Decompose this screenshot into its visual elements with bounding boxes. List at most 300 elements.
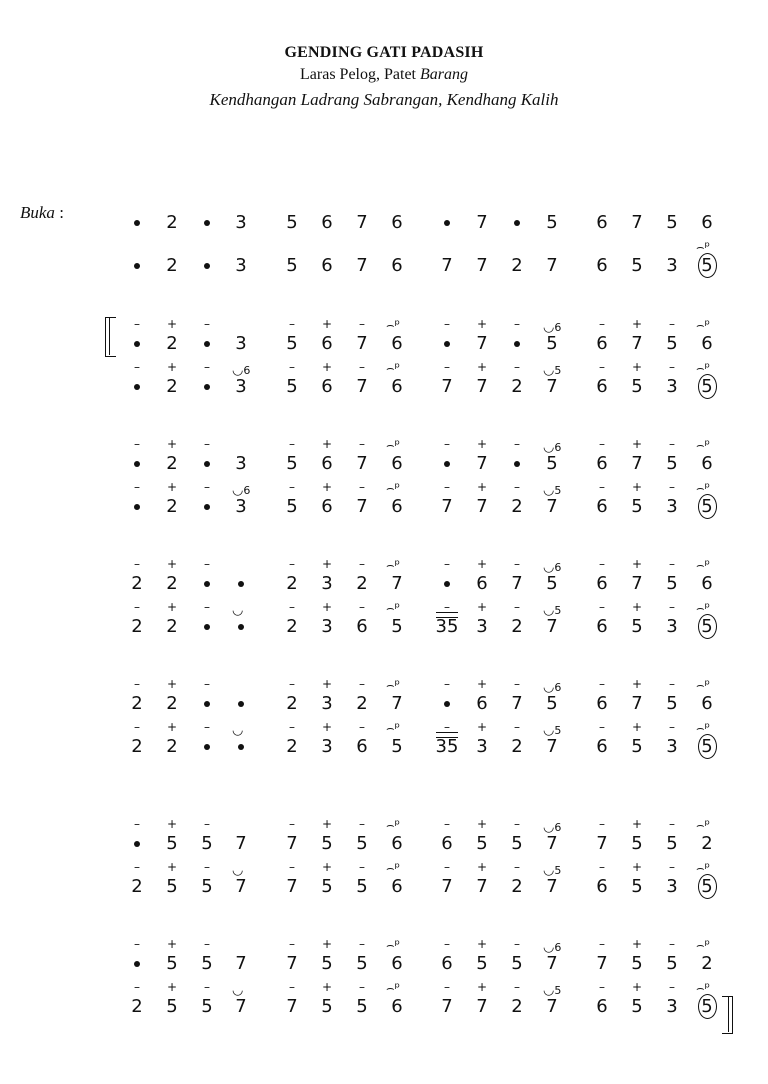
kempyang-mark: – bbox=[444, 720, 450, 734]
notation-cell bbox=[120, 859, 154, 899]
notation-cell bbox=[655, 719, 689, 759]
rest-dot bbox=[204, 461, 210, 467]
notation-cell bbox=[380, 479, 414, 519]
note-digit: 6 bbox=[596, 212, 608, 233]
kempyang-mark: – bbox=[359, 600, 365, 614]
notation-cell bbox=[620, 859, 654, 899]
kempyang-mark: – bbox=[204, 677, 210, 691]
kempyang-mark: – bbox=[599, 437, 605, 451]
note-digit: 2 bbox=[166, 496, 178, 517]
notation-cell bbox=[345, 238, 379, 278]
note-digit: 3 bbox=[321, 616, 333, 637]
note-digit: 2 bbox=[701, 953, 713, 974]
kethuk-mark: + bbox=[321, 317, 333, 331]
kethuk-mark: + bbox=[631, 677, 643, 691]
kempyang-mark: – bbox=[514, 817, 520, 831]
kempyang-mark: – bbox=[204, 600, 210, 614]
notation-cell bbox=[655, 316, 689, 356]
note-digit: 6 bbox=[596, 876, 608, 897]
note-digit: 7 bbox=[476, 876, 488, 897]
rest-dot bbox=[204, 744, 210, 750]
gong-mark: ⌢ᵖ bbox=[696, 721, 711, 736]
kethuk-mark: + bbox=[476, 480, 488, 494]
kethuk-mark: + bbox=[166, 860, 178, 874]
notation-cell bbox=[500, 599, 534, 639]
notation-cell bbox=[345, 816, 379, 856]
note-digit: 7 bbox=[235, 996, 247, 1017]
notation-cell bbox=[380, 238, 414, 278]
notation-cell bbox=[155, 238, 189, 278]
notation-cell bbox=[190, 719, 224, 759]
notation-cell bbox=[345, 479, 379, 519]
notation-cell bbox=[380, 816, 414, 856]
rest-dot bbox=[134, 961, 140, 967]
kempyang-mark: – bbox=[599, 480, 605, 494]
notation-cell bbox=[465, 436, 499, 476]
rest-dot bbox=[238, 624, 244, 630]
note-digit: 5 bbox=[356, 996, 368, 1017]
notation-cell bbox=[345, 195, 379, 235]
note-digit: 5 bbox=[666, 212, 678, 233]
kethuk-mark: + bbox=[476, 437, 488, 451]
note-digit: 6 bbox=[391, 833, 403, 854]
notation-cell bbox=[585, 979, 619, 1019]
kethuk-mark: + bbox=[321, 677, 333, 691]
rest-dot bbox=[134, 504, 140, 510]
kethuk-mark: + bbox=[166, 980, 178, 994]
note-digit: 6 bbox=[356, 616, 368, 637]
notation-cell bbox=[690, 676, 724, 716]
note-digit: 5 bbox=[546, 693, 558, 714]
notation-cell bbox=[655, 979, 689, 1019]
kempyang-mark: – bbox=[289, 980, 295, 994]
notation-row bbox=[0, 936, 768, 976]
note-digit: 7 bbox=[476, 376, 488, 397]
note-digit: 7 bbox=[441, 496, 453, 517]
note-digit: 5 bbox=[286, 376, 298, 397]
rest-dot bbox=[514, 461, 520, 467]
note-digit: 6 bbox=[391, 333, 403, 354]
note-digit: 5 bbox=[631, 833, 643, 854]
notation-cell bbox=[500, 479, 534, 519]
notation-cell bbox=[690, 556, 724, 596]
kethuk-mark: + bbox=[321, 937, 333, 951]
kethuk-mark: + bbox=[631, 557, 643, 571]
kempyang-mark: – bbox=[134, 937, 140, 951]
notation-cell bbox=[345, 316, 379, 356]
note-digit: 5 bbox=[286, 333, 298, 354]
gong-circle bbox=[698, 614, 717, 639]
note-digit: 7 bbox=[631, 453, 643, 474]
note-digit: 3 bbox=[666, 255, 678, 276]
kenong-number: 6 bbox=[554, 441, 562, 454]
note-digit: 6 bbox=[321, 496, 333, 517]
note-digit: 5 bbox=[546, 212, 558, 233]
notation-cell bbox=[535, 979, 569, 1019]
note-digit: 7 bbox=[476, 996, 488, 1017]
notation-row bbox=[0, 436, 768, 476]
kempyang-mark: – bbox=[669, 860, 675, 874]
notation-cell bbox=[345, 936, 379, 976]
gong-mark: ⌢ᵖ bbox=[386, 361, 401, 376]
note-digit: 5 bbox=[321, 833, 333, 854]
notation-cell bbox=[585, 936, 619, 976]
kenong-mark: ◡ bbox=[232, 723, 244, 738]
notation-cell bbox=[310, 676, 344, 716]
notation-cell bbox=[120, 979, 154, 1019]
note-digit: 2 bbox=[166, 573, 178, 594]
notation-cell bbox=[190, 195, 224, 235]
notation-cell bbox=[620, 599, 654, 639]
kenong-mark: ◡5 bbox=[543, 723, 562, 738]
notation-cell bbox=[585, 859, 619, 899]
notation-cell bbox=[585, 316, 619, 356]
rest-dot bbox=[134, 384, 140, 390]
notation-cell bbox=[655, 599, 689, 639]
notation-cell bbox=[275, 979, 309, 1019]
notation-cell bbox=[155, 816, 189, 856]
kempyang-mark: – bbox=[514, 860, 520, 874]
kethuk-mark: + bbox=[166, 480, 178, 494]
notation-cell bbox=[380, 195, 414, 235]
kempyang-mark: – bbox=[204, 817, 210, 831]
kenong-mark: ◡5 bbox=[543, 483, 562, 498]
note-digit: 7 bbox=[356, 453, 368, 474]
kempyang-mark: – bbox=[599, 360, 605, 374]
notation-cell bbox=[690, 195, 724, 235]
note-digit: 7 bbox=[391, 693, 403, 714]
notation-cell bbox=[655, 556, 689, 596]
note-digit: 7 bbox=[476, 453, 488, 474]
notation-cell bbox=[620, 979, 654, 1019]
note-digit: 5 bbox=[391, 616, 403, 637]
kempyang-mark: – bbox=[444, 557, 450, 571]
notation-cell bbox=[430, 859, 464, 899]
notation-cell bbox=[345, 436, 379, 476]
kempyang-mark: – bbox=[669, 720, 675, 734]
notation-cell bbox=[655, 859, 689, 899]
note-digit: 3 bbox=[235, 376, 247, 397]
notation-cell bbox=[155, 719, 189, 759]
notation-cell bbox=[585, 195, 619, 235]
note-digit: 5 bbox=[286, 453, 298, 474]
kethuk-mark: + bbox=[631, 817, 643, 831]
note-digit: 7 bbox=[235, 953, 247, 974]
note-digit: 5 bbox=[356, 953, 368, 974]
notation-cell bbox=[585, 238, 619, 278]
notation-cell bbox=[690, 599, 724, 639]
note-digit: 5 bbox=[546, 573, 558, 594]
kethuk-mark: + bbox=[631, 937, 643, 951]
note-digit: 5 bbox=[476, 833, 488, 854]
note-digit: 5 bbox=[286, 212, 298, 233]
note-digit: 6 bbox=[321, 333, 333, 354]
kempyang-mark: – bbox=[444, 677, 450, 691]
rest-dot bbox=[238, 701, 244, 707]
rest-dot bbox=[514, 341, 520, 347]
note-digit: 3 bbox=[235, 496, 247, 517]
notation-cell bbox=[155, 479, 189, 519]
notation-cell bbox=[585, 436, 619, 476]
gong-mark: ⌢ᵖ bbox=[386, 861, 401, 876]
kethuk-mark: + bbox=[321, 437, 333, 451]
notation-cell bbox=[535, 676, 569, 716]
note-digit: 6 bbox=[476, 573, 488, 594]
note-digit: 6 bbox=[596, 616, 608, 637]
kenong-number: 5 bbox=[554, 724, 562, 737]
notation-cell bbox=[155, 359, 189, 399]
note-digit: 7 bbox=[546, 736, 558, 757]
note-digit: 6 bbox=[391, 255, 403, 276]
notation-cell bbox=[500, 676, 534, 716]
notation-cell bbox=[620, 816, 654, 856]
kethuk-mark: + bbox=[631, 980, 643, 994]
note-digit: 5 bbox=[201, 876, 213, 897]
note-digit: 5 bbox=[546, 453, 558, 474]
notation-cell bbox=[380, 316, 414, 356]
kethuk-mark: + bbox=[631, 480, 643, 494]
kempyang-mark: – bbox=[289, 720, 295, 734]
kethuk-mark: + bbox=[476, 317, 488, 331]
note-digit: 7 bbox=[596, 953, 608, 974]
notation-cell bbox=[275, 859, 309, 899]
gong-mark: ⌢ᵖ bbox=[386, 938, 401, 953]
notation-cell bbox=[310, 359, 344, 399]
buka-text: Buka bbox=[20, 203, 55, 222]
notation-cell bbox=[120, 719, 154, 759]
kempyang-mark: – bbox=[359, 817, 365, 831]
notation-cell bbox=[275, 238, 309, 278]
notation-cell bbox=[155, 676, 189, 716]
gong-mark: ⌢ᵖ bbox=[696, 601, 711, 616]
kethuk-mark: + bbox=[476, 817, 488, 831]
note-digit: 5 bbox=[391, 736, 403, 757]
notation-cell bbox=[224, 316, 258, 356]
notation-cell bbox=[430, 599, 464, 639]
notation-cell bbox=[310, 859, 344, 899]
kempyang-mark: – bbox=[669, 600, 675, 614]
note-digit: 2 bbox=[131, 876, 143, 897]
kethuk-mark: + bbox=[631, 317, 643, 331]
notation-cell bbox=[345, 676, 379, 716]
note-digit: 6 bbox=[321, 212, 333, 233]
notation-cell bbox=[310, 936, 344, 976]
notation-cell bbox=[655, 436, 689, 476]
notation-cell bbox=[155, 936, 189, 976]
kempyang-mark: – bbox=[669, 817, 675, 831]
notation-cell bbox=[465, 195, 499, 235]
note-digit: 3 bbox=[321, 693, 333, 714]
kempyang-mark: – bbox=[599, 720, 605, 734]
notation-cell bbox=[345, 556, 379, 596]
note-digit: 2 bbox=[166, 212, 178, 233]
notation-cell bbox=[380, 979, 414, 1019]
notation-cell bbox=[345, 979, 379, 1019]
notation-cell bbox=[224, 556, 258, 596]
gong-mark: ⌢ᵖ bbox=[696, 361, 711, 376]
kethuk-mark: + bbox=[166, 317, 178, 331]
kempyang-mark: – bbox=[514, 600, 520, 614]
notation-cell bbox=[465, 238, 499, 278]
notation-cell bbox=[430, 316, 464, 356]
note-digit: 7 bbox=[356, 255, 368, 276]
kempyang-mark: – bbox=[134, 557, 140, 571]
notation-cell bbox=[310, 979, 344, 1019]
notation-cell bbox=[620, 238, 654, 278]
gong-mark: ⌢ᵖ bbox=[696, 240, 711, 255]
gong-circle bbox=[698, 734, 717, 759]
notation-cell bbox=[465, 816, 499, 856]
note-digit: 7 bbox=[356, 496, 368, 517]
notation-cell bbox=[380, 859, 414, 899]
note-digit: 6 bbox=[596, 453, 608, 474]
note-digit: 7 bbox=[286, 876, 298, 897]
notation-row bbox=[0, 195, 768, 235]
rest-dot bbox=[444, 341, 450, 347]
kenong-number: 6 bbox=[554, 681, 562, 694]
notation-cell bbox=[690, 238, 724, 278]
notation-cell bbox=[275, 936, 309, 976]
kenong-number: 6 bbox=[554, 561, 562, 574]
rest-dot bbox=[204, 701, 210, 707]
note-digit: 3 bbox=[321, 573, 333, 594]
notation-cell bbox=[690, 816, 724, 856]
notation-cell bbox=[190, 436, 224, 476]
notation-cell bbox=[500, 316, 534, 356]
note-digit: 2 bbox=[131, 996, 143, 1017]
kenong-mark: ◡ bbox=[232, 863, 244, 878]
kenong-mark: ◡5 bbox=[543, 863, 562, 878]
kempyang-mark: – bbox=[599, 860, 605, 874]
rest-dot bbox=[134, 263, 140, 269]
notation-cell bbox=[430, 719, 464, 759]
gong-circle bbox=[698, 494, 717, 519]
notation-cell bbox=[224, 599, 258, 639]
note-digit: 5 bbox=[631, 255, 643, 276]
gong-mark: ⌢ᵖ bbox=[696, 861, 711, 876]
kempyang-mark: – bbox=[359, 937, 365, 951]
note-digit: 5 bbox=[701, 255, 713, 276]
note-digit: 7 bbox=[631, 573, 643, 594]
note-digit: 6 bbox=[441, 953, 453, 974]
kempyang-mark: – bbox=[134, 860, 140, 874]
notation-cell bbox=[190, 479, 224, 519]
notation-cell bbox=[535, 859, 569, 899]
notation-cell bbox=[620, 479, 654, 519]
note-digit: 2 bbox=[131, 693, 143, 714]
kempyang-mark: – bbox=[134, 480, 140, 494]
gong-mark: ⌢ᵖ bbox=[386, 818, 401, 833]
kethuk-mark: + bbox=[476, 860, 488, 874]
note-digit: 2 bbox=[166, 616, 178, 637]
note-digit: 3 bbox=[321, 736, 333, 757]
gong-mark: ⌢ᵖ bbox=[386, 721, 401, 736]
note-digit: 6 bbox=[701, 212, 713, 233]
notation-cell bbox=[380, 436, 414, 476]
notation-cell bbox=[500, 936, 534, 976]
kempyang-mark: – bbox=[134, 360, 140, 374]
notation-cell bbox=[500, 195, 534, 235]
notation-cell bbox=[275, 556, 309, 596]
notation-cell bbox=[690, 979, 724, 1019]
notation-cell bbox=[690, 316, 724, 356]
notation-cell bbox=[585, 479, 619, 519]
notation-cell bbox=[430, 979, 464, 1019]
kethuk-mark: + bbox=[476, 557, 488, 571]
note-digit: 7 bbox=[286, 953, 298, 974]
notation-cell bbox=[690, 936, 724, 976]
note-digit: 3 bbox=[666, 876, 678, 897]
notation-cell bbox=[430, 676, 464, 716]
notation-cell bbox=[620, 719, 654, 759]
notation-cell bbox=[655, 479, 689, 519]
notation-cell bbox=[465, 676, 499, 716]
note-digit: 5 bbox=[701, 616, 713, 637]
note-digit: 5 bbox=[631, 953, 643, 974]
notation-cell bbox=[380, 936, 414, 976]
note-digit: 7 bbox=[631, 693, 643, 714]
notation-row bbox=[0, 719, 768, 759]
notation-cell bbox=[345, 599, 379, 639]
note-digit: 7 bbox=[546, 255, 558, 276]
note-digit: 6 bbox=[356, 736, 368, 757]
notation-cell bbox=[655, 195, 689, 235]
kethuk-mark: + bbox=[476, 937, 488, 951]
note-digit: 6 bbox=[596, 996, 608, 1017]
kethuk-mark: + bbox=[166, 360, 178, 374]
notation-cell bbox=[190, 979, 224, 1019]
kempyang-mark: – bbox=[599, 980, 605, 994]
gong-circle bbox=[698, 374, 717, 399]
notation-row bbox=[0, 676, 768, 716]
kenong-mark: ◡5 bbox=[543, 603, 562, 618]
note-digit: 5 bbox=[201, 996, 213, 1017]
notation-cell bbox=[345, 859, 379, 899]
kempyang-mark: – bbox=[444, 480, 450, 494]
note-digit: 5 bbox=[701, 876, 713, 897]
note-digit: 7 bbox=[441, 996, 453, 1017]
notation-cell bbox=[465, 479, 499, 519]
notation-cell bbox=[190, 816, 224, 856]
note-digit: 7 bbox=[476, 333, 488, 354]
kempyang-mark: – bbox=[359, 437, 365, 451]
page-subtitle-2: Kendhangan Ladrang Sabrangan, Kendhang Kalih bbox=[209, 90, 559, 109]
note-digit: 7 bbox=[596, 833, 608, 854]
rest-dot bbox=[204, 384, 210, 390]
buka-colon: : bbox=[54, 203, 64, 222]
note-digit: 2 bbox=[701, 833, 713, 854]
note-digit: 7 bbox=[511, 693, 523, 714]
note-digit: 5 bbox=[631, 496, 643, 517]
kempyang-mark: – bbox=[599, 557, 605, 571]
notation-cell bbox=[120, 676, 154, 716]
note-digit: 7 bbox=[235, 833, 247, 854]
kempyang-mark: – bbox=[134, 600, 140, 614]
note-digit: 7 bbox=[356, 212, 368, 233]
notation-cell bbox=[224, 195, 258, 235]
note-digit: 6 bbox=[391, 496, 403, 517]
kempyang-mark: – bbox=[514, 937, 520, 951]
kenong-number: 5 bbox=[554, 864, 562, 877]
kethuk-mark: + bbox=[321, 557, 333, 571]
rest-dot bbox=[444, 461, 450, 467]
notation-cell bbox=[430, 195, 464, 235]
kempyang-mark: – bbox=[204, 937, 210, 951]
notation-cell bbox=[155, 979, 189, 1019]
kempyang-mark: – bbox=[669, 317, 675, 331]
note-digit: 2 bbox=[511, 996, 523, 1017]
notation-row bbox=[0, 238, 768, 278]
